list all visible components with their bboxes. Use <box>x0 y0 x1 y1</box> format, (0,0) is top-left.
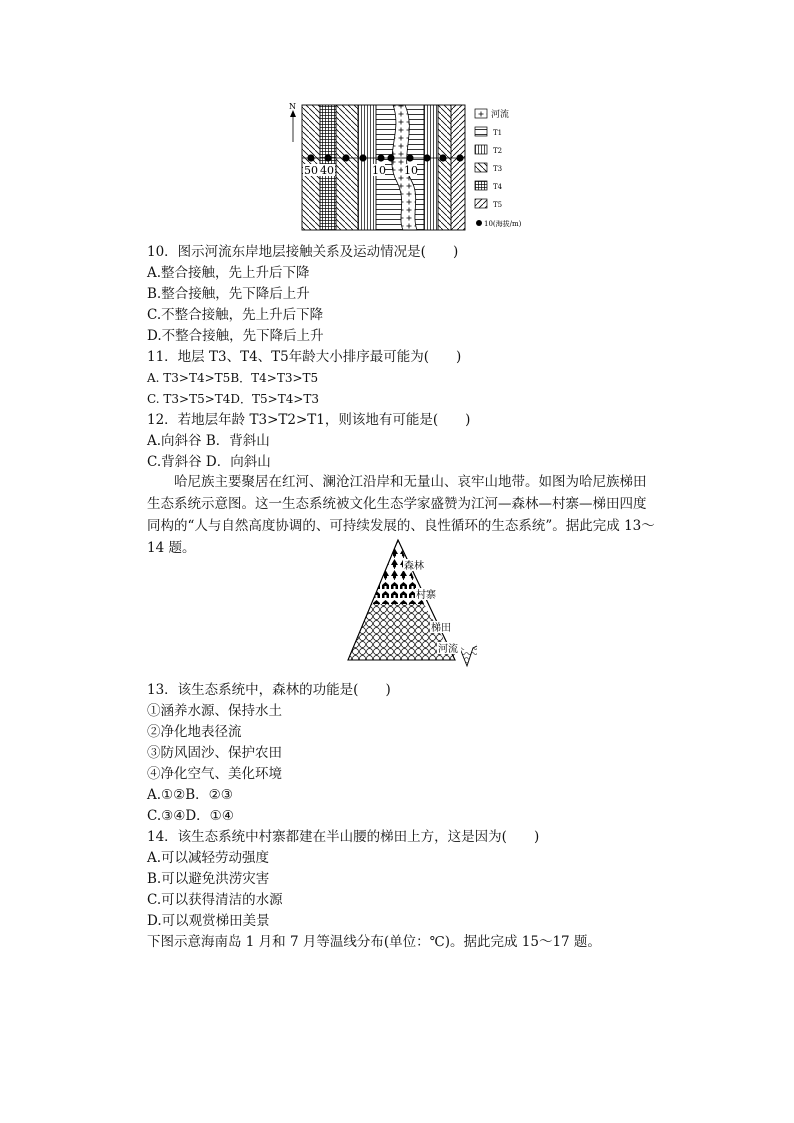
north-label: N <box>289 102 296 111</box>
q10-option-d: D.不整合接触，先下降后上升 <box>147 328 324 344</box>
q12-stem: 12．若地层年龄 T3>T2>T1，则该地有可能是( ) <box>147 412 471 428</box>
q11-options-row1: A. T3>T4>T5B．T4>T3>T5 <box>147 371 319 385</box>
label-forest: 森林 <box>404 561 424 572</box>
label-terrace: 梯田 <box>431 623 451 634</box>
q13-stem: 13．该生态系统中，森林的功能是( ) <box>147 682 391 698</box>
q12-options-row2: C.背斜谷 D．向斜山 <box>147 454 271 470</box>
q13-item-3: ③防风固沙、保护农田 <box>147 745 282 761</box>
q14-option-c: C.可以获得清洁的水源 <box>147 892 283 908</box>
q10-option-c: C.不整合接触，先上升后下降 <box>147 307 324 323</box>
passage-hani: 哈尼族主要聚居在红河、澜沧江沿岸和无量山、哀牢山地带。如图为哈尼族梯田生态系统示意图。这一生态系统被文化生态学家盛赞为江河—森林—村寨—梯田四度同构的“人与自然高度协调的、可持续发展的、良性循环的生态系统”。据此完成 13～14 题。 <box>147 474 655 556</box>
q13-item-1: ①涵养水源、保持水土 <box>147 703 282 719</box>
terrace-ecosystem-figure <box>345 536 480 674</box>
legend-t2: T2 <box>493 147 503 155</box>
q13-item-2: ②净化地表径流 <box>147 724 242 740</box>
q11-stem: 11．地层 T3、T4、T5年龄大小排序最可能为( ) <box>147 349 462 365</box>
q10-option-b: B.整合接触，先下降后上升 <box>147 286 310 302</box>
legend-t1: T1 <box>493 129 503 137</box>
label-river: 河流 <box>438 644 458 655</box>
passage-hainan: 下图示意海南岛 1 月和 7 月等温线分布(单位：℃)。据此完成 15～17 题。 <box>147 934 601 950</box>
legend-t5: T5 <box>493 201 503 209</box>
q14-option-d: D.可以观赏梯田美景 <box>147 913 270 929</box>
q13-options-row2: C.③④D．①④ <box>147 808 234 824</box>
strata-figure <box>285 102 522 232</box>
q13-options-row1: A.①②B．②③ <box>147 787 233 803</box>
elev-label-10-east: 10 <box>404 164 418 177</box>
q14-option-a: A.可以减轻劳动强度 <box>147 850 270 866</box>
elev-label-10-west: 10 <box>372 164 386 177</box>
legend-elevation: 10(海拔/m) <box>484 220 522 228</box>
elev-label-50: 50 <box>304 164 318 177</box>
q13-item-4: ④净化空气、美化环境 <box>147 766 282 782</box>
legend-t3: T3 <box>493 165 503 173</box>
q10-option-a: A.整合接触，先上升后下降 <box>147 265 310 281</box>
legend-t4: T4 <box>493 183 503 191</box>
elev-label-40: 40 <box>320 164 334 177</box>
label-village: 村寨 <box>416 590 436 601</box>
legend-river: 河流 <box>491 110 510 120</box>
q11-options-row2: C. T3>T5>T4D．T5>T4>T3 <box>147 392 320 406</box>
q14-option-b: B.可以避免洪涝灾害 <box>147 871 270 887</box>
q12-options-row1: A.向斜谷 B．背斜山 <box>147 433 270 449</box>
q10-stem: 10．图示河流东岸地层接触关系及运动情况是( ) <box>147 244 459 260</box>
q14-stem: 14．该生态系统中村寨都建在半山腰的梯田上方，这是因为( ) <box>147 829 540 845</box>
